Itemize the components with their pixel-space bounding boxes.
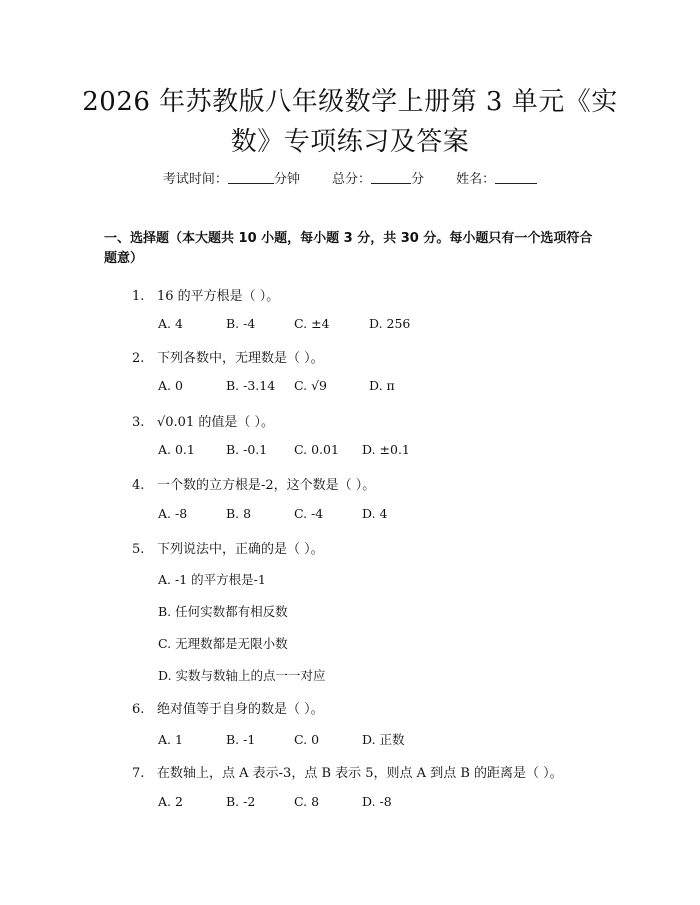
option-c: C. ±4 <box>294 316 330 331</box>
question-3 <box>132 411 274 430</box>
option-d: D. 正数 <box>362 732 405 747</box>
student-name-blank <box>495 171 537 184</box>
total-score-field <box>332 168 424 187</box>
question-1 <box>132 285 279 304</box>
question-5-option-c: C. 无理数都是无限小数 <box>158 636 288 651</box>
question-5-option-b: B. 任何实数都有相反数 <box>158 604 288 619</box>
question-2 <box>132 347 324 366</box>
option-d: D. -8 <box>362 794 392 809</box>
question-3-options <box>158 442 410 457</box>
question-number: 7. <box>132 766 145 781</box>
option-c: C. 0 <box>294 732 320 747</box>
question-6-options <box>158 730 405 748</box>
question-6 <box>132 698 324 717</box>
document-title <box>0 82 700 162</box>
option-d: D. ±0.1 <box>362 442 410 457</box>
exam-time-field <box>163 168 300 187</box>
option-a: A. 0.1 <box>158 442 195 457</box>
exam-time-blank <box>228 171 274 184</box>
option-a: A. 2 <box>158 794 183 809</box>
exam-info <box>0 168 700 187</box>
student-name-label: 姓名： <box>456 172 496 187</box>
option-b: B. -2 <box>226 794 256 809</box>
question-text: 在数轴上，点 A 表示-3，点 B 表示 5，则点 A 到点 B 的距离是（ ）。 <box>157 766 563 781</box>
option-a: A. 1 <box>158 732 183 747</box>
question-7-options <box>158 794 392 809</box>
question-4 <box>132 474 375 493</box>
question-text: 16 的平方根是（ ）。 <box>157 289 280 304</box>
question-5-option-d: D. 实数与数轴上的点一一对应 <box>158 668 326 683</box>
question-number: 2. <box>132 351 145 366</box>
option-a: A. 0 <box>158 378 183 393</box>
exam-time-unit: 分钟 <box>273 172 300 187</box>
title-line-2: 数》专项练习及答案 <box>230 127 470 157</box>
question-4-options <box>158 506 387 521</box>
option-a: A. -8 <box>158 506 188 521</box>
option-b: B. 8 <box>226 506 252 521</box>
title-line-1: 2026 年苏教版八年级数学上册第 3 单元《实 <box>82 87 618 117</box>
question-7 <box>132 762 563 781</box>
question-number: 1. <box>132 289 145 304</box>
question-text: 下列说法中，正确的是（ ）。 <box>157 542 324 557</box>
option-c: C. 0.01 <box>294 442 339 457</box>
option-b: B. -0.1 <box>226 442 268 457</box>
option-b: B. -1 <box>226 732 256 747</box>
option-b: B. -3.14 <box>226 378 276 393</box>
question-5 <box>132 538 324 557</box>
option-d: D. 256 <box>369 316 411 331</box>
question-5-option-a: A. -1 的平方根是-1 <box>158 572 266 587</box>
question-text: 一个数的立方根是-2，这个数是（ ）。 <box>157 478 376 493</box>
option-d: D. π <box>369 378 395 393</box>
total-score-blank <box>371 171 411 184</box>
question-number: 3. <box>132 415 145 430</box>
question-text: 下列各数中，无理数是（ ）。 <box>157 351 324 366</box>
question-2-options <box>158 378 395 393</box>
option-c: C. 8 <box>294 794 320 809</box>
question-text: √0.01 的值是（ ）。 <box>157 415 274 430</box>
section-title: 一、选择题（本大题共 10 小题，每小题 3 分，共 30 分。每小题只有一个选项符合题意） <box>104 231 593 266</box>
option-b: B. -4 <box>226 316 256 331</box>
option-a: A. 4 <box>158 316 183 331</box>
question-text: 绝对值等于自身的数是（ ）。 <box>157 702 324 717</box>
question-number: 4. <box>132 478 145 493</box>
question-1-options <box>158 316 410 331</box>
option-c: C. -4 <box>294 506 324 521</box>
question-number: 5. <box>132 542 145 557</box>
student-name-field <box>456 168 537 187</box>
option-d: D. 4 <box>362 506 388 521</box>
question-number: 6. <box>132 702 145 717</box>
exam-time-label: 考试时间： <box>162 172 228 187</box>
total-score-label: 总分： <box>331 172 371 187</box>
total-score-unit: 分 <box>411 172 425 187</box>
option-c: C. √9 <box>294 378 327 393</box>
